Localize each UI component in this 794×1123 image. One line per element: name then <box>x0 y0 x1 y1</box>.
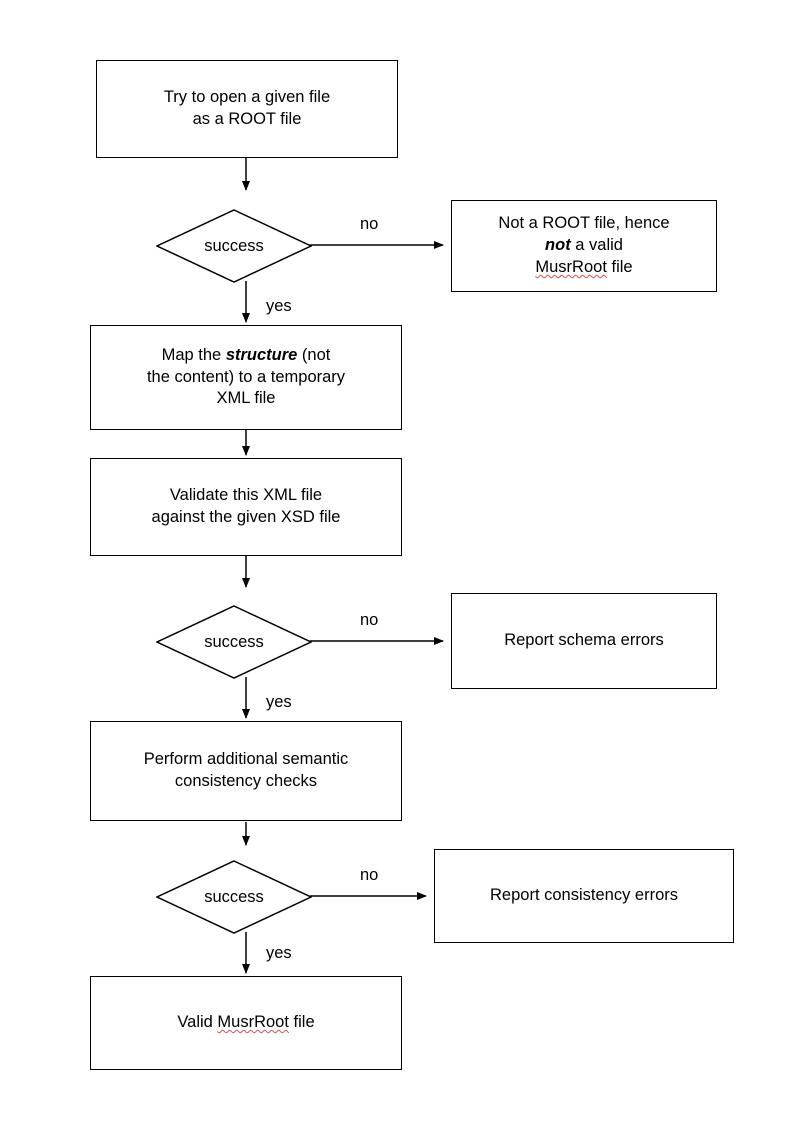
node-decision-success-1 <box>156 209 312 283</box>
node-not-root-musrroot: MusrRoot <box>535 257 607 276</box>
node-valid-post: file <box>288 1013 315 1032</box>
node-open-root-line1: Try to open a given file <box>163 88 331 107</box>
diamond-shape-3 <box>156 860 312 934</box>
node-validate-line2: against the given XSD file <box>151 508 341 526</box>
node-not-root-line2-rest: a valid <box>570 236 623 255</box>
node-decision-success-1-label: success <box>204 236 264 255</box>
diamond-shape-2 <box>156 605 312 679</box>
node-validate-xml-xsd <box>90 458 402 556</box>
node-map-line2: the content) to a temporary <box>146 367 346 386</box>
node-not-root-line2 <box>498 235 669 257</box>
node-decision-success-2-label: success <box>204 632 264 651</box>
node-open-root-line2: as a ROOT file <box>192 110 302 128</box>
node-not-root-file <box>451 200 717 292</box>
node-semantic-line2: consistency checks <box>174 772 318 790</box>
edge-label-yes-2: yes <box>266 693 292 711</box>
diamond-shape-1 <box>156 209 312 283</box>
node-not-root-line3-rest: file <box>606 257 633 276</box>
node-valid-musrroot-file <box>90 976 402 1070</box>
node-open-root-file <box>96 60 398 158</box>
node-decision-success-3-label: success <box>204 887 264 906</box>
edge-label-no-1: no <box>360 215 379 233</box>
edge-label-no-2: no <box>360 611 379 629</box>
node-map-line3: XML file <box>216 389 276 408</box>
node-map-line1 <box>147 345 345 367</box>
node-report-consistency-errors-label: Report consistency errors <box>490 886 678 905</box>
node-not-root-line1: Not a ROOT file, hence <box>498 214 670 233</box>
node-valid-pre: Valid <box>177 1013 218 1032</box>
node-report-consistency-errors <box>434 849 734 943</box>
node-not-root-emphasis: not <box>545 236 571 255</box>
edge-label-yes-1: yes <box>266 297 292 315</box>
node-map-line1-post: (not <box>297 345 331 364</box>
node-map-structure-xml <box>90 325 402 430</box>
edge-label-yes-3: yes <box>266 944 292 962</box>
node-valid-musrroot-word: MusrRoot <box>217 1013 289 1032</box>
node-map-emphasis: structure <box>225 345 298 364</box>
edge-label-no-3: no <box>360 866 379 884</box>
node-map-line1-pre: Map the <box>161 345 226 364</box>
node-not-root-line3 <box>498 257 669 279</box>
node-validate-line1: Validate this XML file <box>169 486 323 505</box>
node-valid-musrroot-label <box>177 1012 314 1034</box>
node-report-schema-errors-label: Report schema errors <box>504 631 664 650</box>
node-decision-success-2 <box>156 605 312 679</box>
node-report-schema-errors <box>451 593 717 689</box>
node-decision-success-3 <box>156 860 312 934</box>
node-semantic-line1: Perform additional semantic <box>143 750 349 769</box>
node-semantic-checks <box>90 721 402 821</box>
